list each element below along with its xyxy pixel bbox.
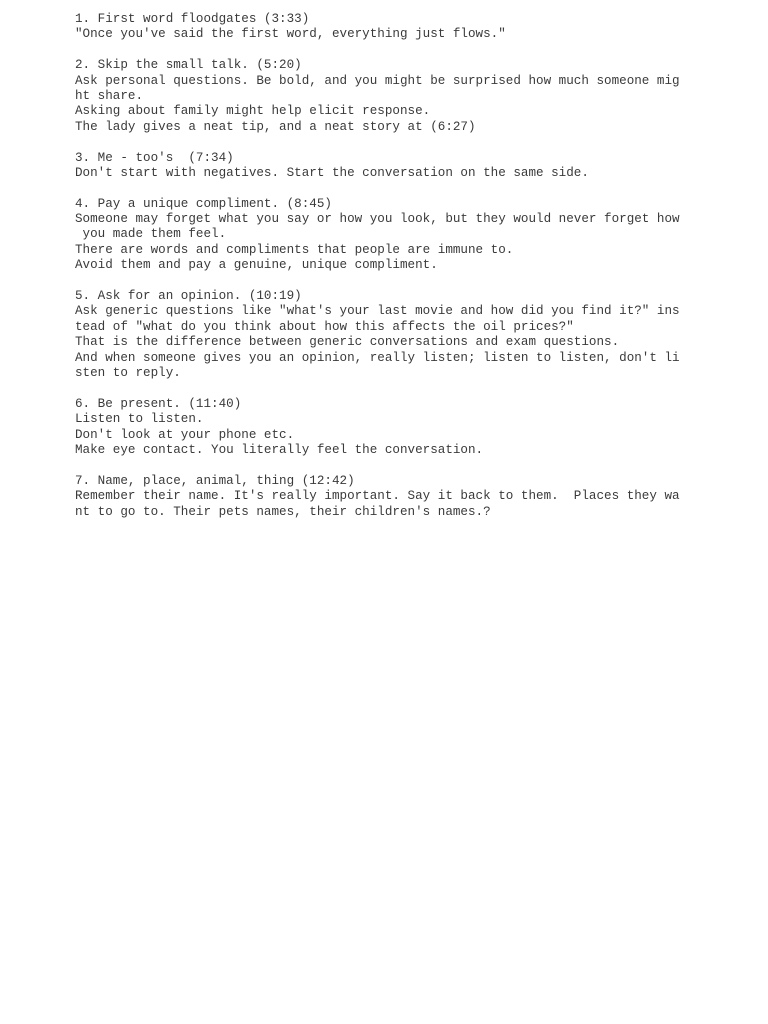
text-line: ht share. — [75, 88, 144, 103]
section-be-present — [75, 397, 735, 459]
text-line: you made them feel. — [75, 227, 227, 242]
section-heading: 1. First word floodgates (3:33) — [75, 12, 310, 26]
section-skip-small-talk — [75, 58, 735, 135]
section-first-word-floodgates — [75, 12, 735, 43]
text-line: nt to go to. Their pets names, their children's names.? — [75, 504, 491, 519]
text-line: That is the difference between generic conversations and exam questions. — [75, 335, 620, 350]
text-line: Don't start with negatives. Start the conversation on the same side. — [75, 165, 589, 180]
document-body — [75, 12, 735, 535]
text-line: "Once you've said the first word, everything just flows." — [75, 27, 506, 42]
text-line: Make eye contact. You literally feel the conversation. — [75, 442, 484, 457]
section-me-toos — [75, 151, 735, 182]
text-line: Someone may forget what you say or how you look, but they would never forget how — [75, 212, 680, 227]
text-line: Ask personal questions. Be bold, and you might be surprised how much someone mig — [75, 73, 680, 88]
text-line: Remember their name. It's really important. Say it back to them. Places they wa — [75, 489, 680, 504]
text-line: sten to reply. — [75, 365, 181, 380]
section-heading: 5. Ask for an opinion. (10:19) — [75, 289, 302, 304]
section-unique-compliment — [75, 197, 735, 274]
text-line: And when someone gives you an opinion, really listen; listen to listen, don't li — [75, 350, 680, 365]
text-line: Asking about family might help elicit response. — [75, 104, 431, 119]
text-line: The lady gives a neat tip, and a neat story at (6:27) — [75, 119, 476, 134]
section-ask-for-opinion — [75, 289, 735, 381]
section-heading: 4. Pay a unique compliment. (8:45) — [75, 196, 332, 211]
text-line: Don't look at your phone etc. — [75, 427, 295, 442]
section-heading: 3. Me - too's (7:34) — [75, 150, 234, 165]
section-heading: 6. Be present. (11:40) — [75, 396, 242, 411]
section-name-place-animal-thing — [75, 474, 735, 520]
section-heading: 2. Skip the small talk. (5:20) — [75, 58, 302, 73]
text-line: Avoid them and pay a genuine, unique compliment. — [75, 258, 438, 273]
section-heading: 7. Name, place, animal, thing (12:42) — [75, 473, 355, 488]
text-line: tead of "what do you think about how this affects the oil prices?" — [75, 319, 574, 334]
text-line: There are words and compliments that people are immune to. — [75, 242, 514, 257]
text-line: Listen to listen. — [75, 412, 204, 427]
text-line: Ask generic questions like "what's your last movie and how did you find it?" ins — [75, 304, 680, 319]
